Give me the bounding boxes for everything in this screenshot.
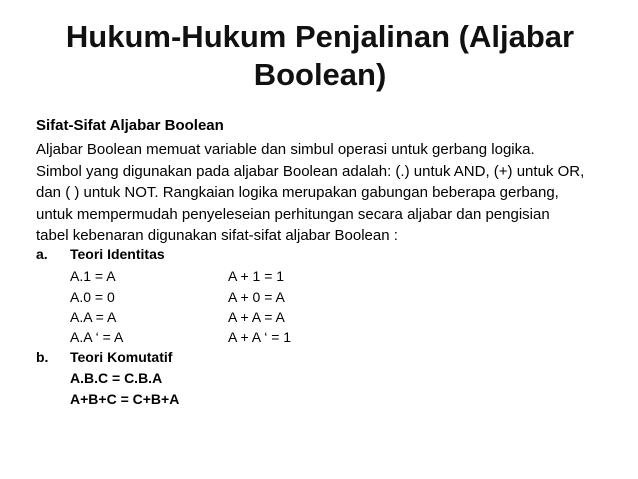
- paragraph-line: Simbol yang digunakan pada aljabar Boolean adalah: (.) untuk AND, (+) untuk OR,: [36, 162, 585, 180]
- identity-rule: A + 1 = 1: [228, 268, 285, 284]
- commutative-rule: A.B.C = C.B.A: [70, 370, 163, 386]
- paragraph-line: untuk mempermudah penyeleseian perhitungan secara aljabar dan pengisian: [36, 205, 550, 223]
- identity-rule: A.A = A: [70, 309, 117, 325]
- list-marker: b.: [36, 349, 49, 365]
- slide-title-line-1: Hukum-Hukum Penjalinan (Aljabar: [65, 19, 575, 54]
- identity-rule: A.0 = 0: [70, 289, 115, 305]
- paragraph-line: dan ( ) untuk NOT. Rangkaian logika merupakan gabungan beberapa gerbang,: [36, 184, 559, 201]
- list-item-title: Teori Identitas: [70, 246, 165, 262]
- identity-rule: A.1 = A: [70, 268, 116, 284]
- commutative-rule: A+B+C = C+B+A: [70, 391, 180, 407]
- identity-rule: A + 0 = A: [228, 289, 285, 305]
- list-item-title: Teori Komutatif: [70, 349, 173, 365]
- slide-title-line-2: Boolean): [253, 57, 387, 92]
- list-marker: a.: [36, 246, 48, 262]
- slide-title: [30, 18, 610, 94]
- section-heading: Sifat-Sifat Aljabar Boolean: [36, 117, 224, 134]
- identity-rule: A.A ‘ = A: [70, 329, 124, 345]
- identity-rule: A + A ‘ = 1: [228, 329, 292, 345]
- intro-paragraph: [36, 139, 610, 247]
- paragraph-line: Aljabar Boolean memuat variable dan simbul operasi untuk gerbang logika.: [36, 141, 535, 158]
- identity-rule: A + A = A: [228, 309, 285, 325]
- paragraph-line: tabel kebenaran digunakan sifat-sifat aljabar Boolean :: [36, 227, 398, 244]
